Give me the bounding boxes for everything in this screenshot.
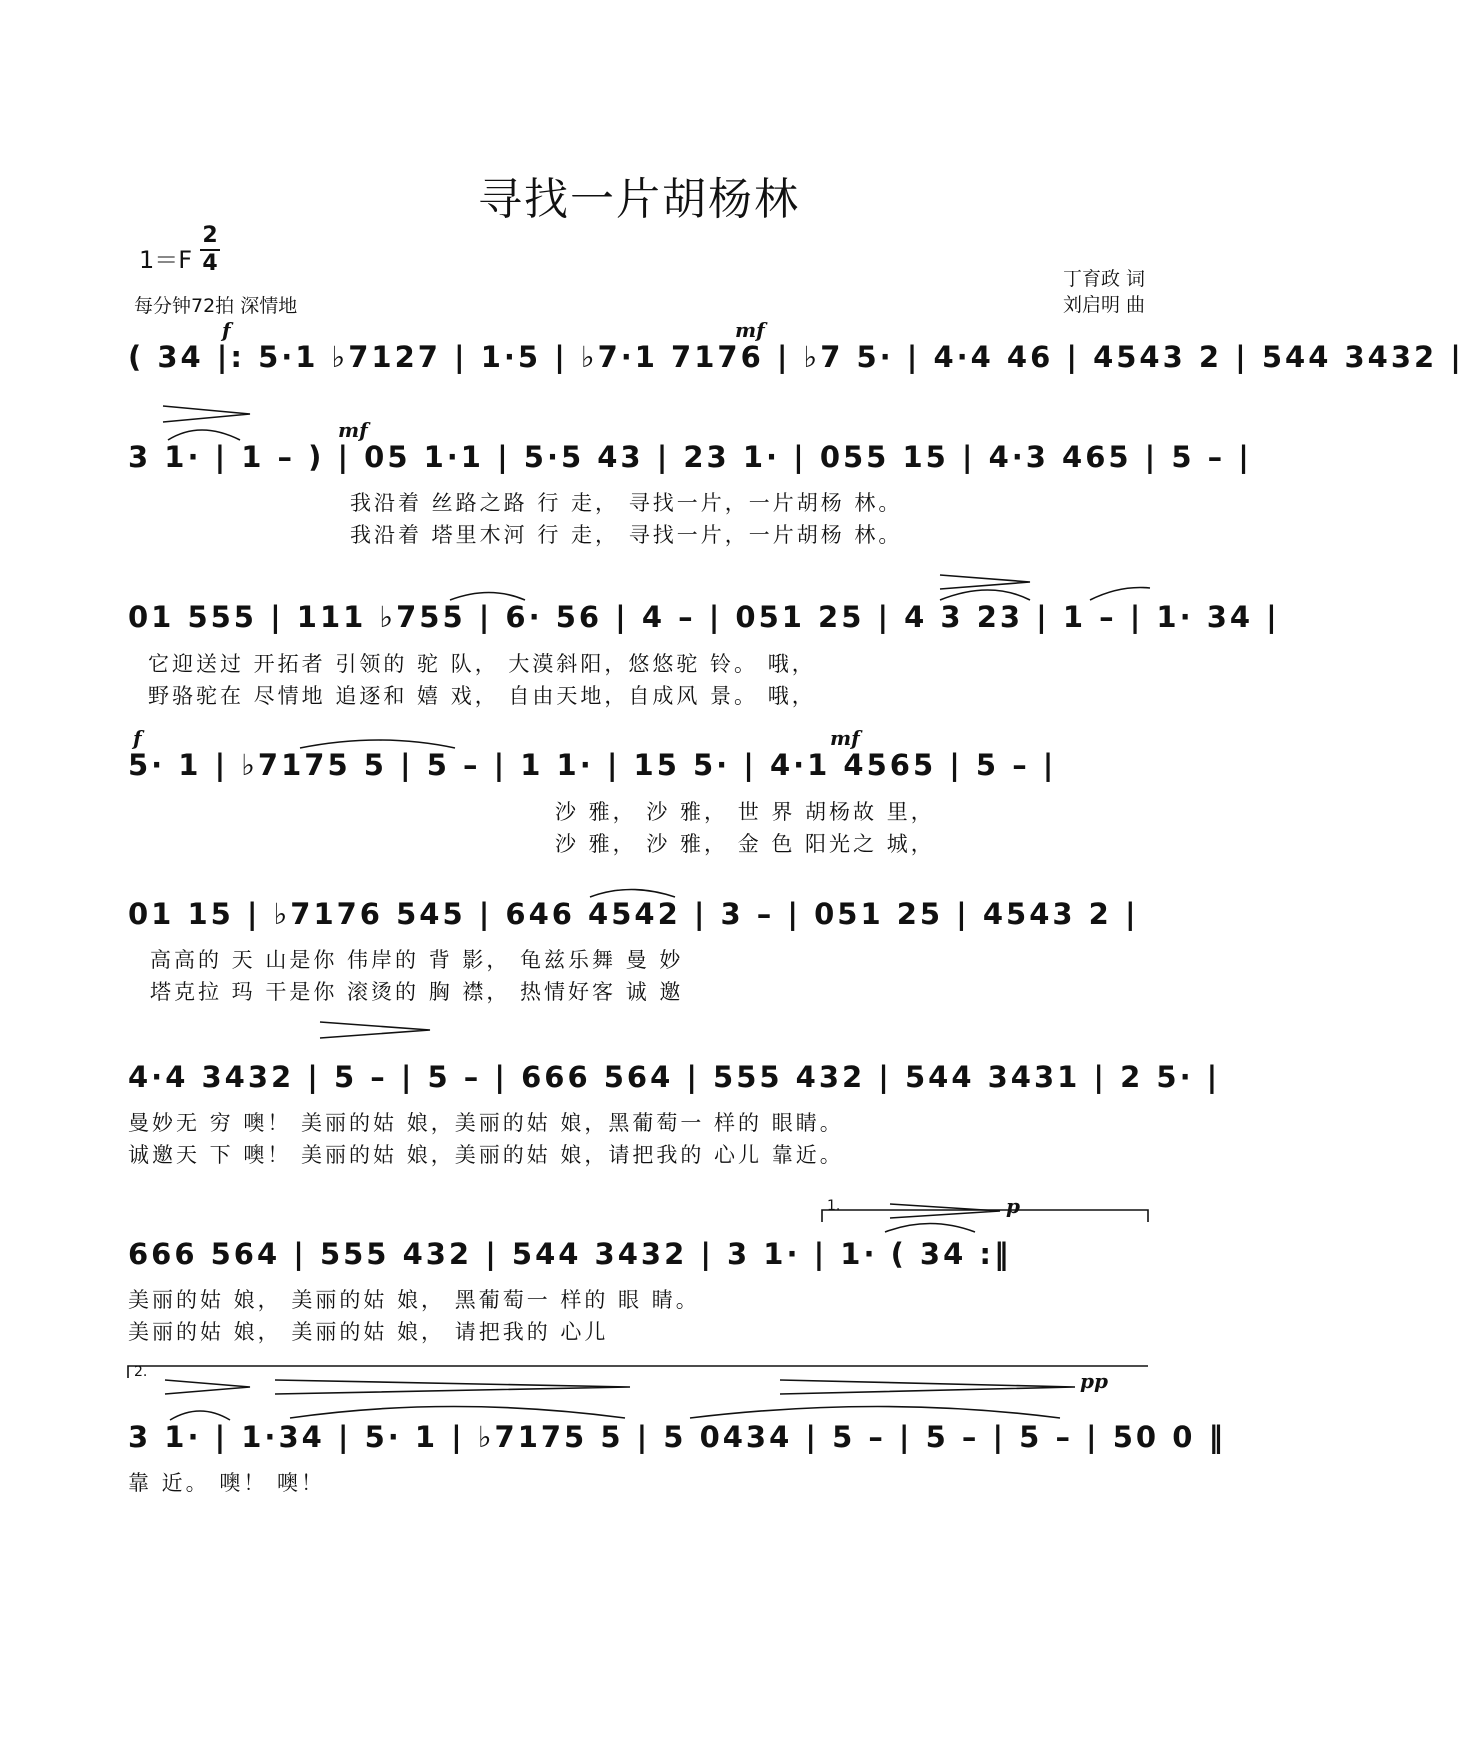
score-row-7-lyrics-verse-2: 美丽的姑 娘， 美丽的姑 娘， 请把我的 心儿 [128,1320,609,1344]
volta-2-bracket [128,1366,1148,1378]
slur [290,1407,625,1419]
score-row-2-notes: 3 1· | 1 – ) | 05 1·1 | 5·5 43 | 23 1· | 055 15 | 4·3 465 | 5 – | [128,440,1252,474]
slur [170,1411,230,1420]
score-row-4-lyrics-verse-2: 沙 雅， 沙 雅， 金 色 阳光之 城， [555,832,935,856]
decrescendo-hairpin [940,575,1030,589]
score-row-3-lyrics-verse-2: 野骆驼在 尽情地 追逐和 嬉 戏， 自由天地，自成风 景。 哦， [148,684,816,708]
score-row-5-notes: 01 15 | ♭7176 545 | 646 4542 | 3 – | 051 25 | 4543 2 | [128,897,1139,931]
time-signature-top: 2 [202,223,218,248]
decrescendo-hairpin [780,1380,1075,1394]
slur [590,890,675,898]
score-row-2-lyrics-verse-1: 我沿着 丝路之路 行 走， 寻找一片，一片胡杨 林。 [350,491,903,515]
key-signature: 1＝F [139,246,193,274]
slur [300,740,455,748]
dynamic-forte: f [222,318,231,342]
score-row-6-notes: 4·4 3432 | 5 – | 5 – | 666 564 | 555 432 | 544 3431 | 2 5· | [128,1060,1221,1094]
dynamic-mezzo-forte-1: mf [735,318,765,342]
slur [690,1407,1060,1419]
score-row-3-notes: 01 555 | 111 ♭755 | 6· 56 | 4 – | 051 25 | 4 3 23 | 1 – | 1· 34 | [128,600,1280,634]
slur [450,593,525,601]
score-row-6-lyrics-verse-2: 诚邀天 下 噢！ 美丽的姑 娘，美丽的姑 娘，请把我的 心儿 靠近。 [128,1143,844,1167]
dynamic-piano: p [1006,1194,1020,1218]
score-row-7-notes: 666 564 | 555 432 | 544 3432 | 3 1· | 1· ( 34 :‖ [128,1237,1012,1271]
score-row-8-notes: 3 1· | 1·34 | 5· 1 | ♭7175 5 | 5 0434 | 5 – | 5 – | 5 – | 50 0 ‖ [128,1420,1226,1454]
slur [168,430,240,440]
score-row-1-notes: ( 34 |: 5·1 ♭7127 | 1·5 | ♭7·1 7176 | ♭7 5· | 4·4 46 | 4543 2 | 544 3432 | [128,340,1464,374]
lyricist-credit: 丁育政 词 [1062,268,1145,290]
slur [940,590,1030,600]
decrescendo-hairpin [165,1380,250,1394]
score-row-4-notes: 5· 1 | ♭7175 5 | 5 – | 1 1· | 15 5· | 4·1 4565 | 5 – | [128,748,1057,782]
decrescendo-hairpin [320,1022,430,1038]
tempo-marking: 每分钟72拍 深情地 [134,295,298,317]
volta-2-label: 2. [134,1364,148,1380]
decrescendo-hairpin [163,406,250,422]
time-signature-bottom: 4 [202,251,218,276]
volta-1-label: 1. [827,1198,841,1214]
score-row-3-lyrics-verse-1: 它迎送过 开拓者 引领的 驼 队， 大漠斜阳，悠悠驼 铃。 哦， [148,652,816,676]
score-row-2-lyrics-verse-2: 我沿着 塔里木河 行 走， 寻找一片，一片胡杨 林。 [350,523,903,547]
score-row-8-lyrics-verse-1: 靠 近。 噢！ 噢！ [128,1471,326,1495]
slur [885,1224,975,1233]
dynamic-pianissimo: pp [1080,1369,1108,1393]
dynamic-mezzo-forte-3: mf [830,726,860,750]
dynamic-forte-2: f [133,726,142,750]
decrescendo-hairpin [890,1204,1000,1218]
score-row-5-lyrics-verse-1: 高高的 天 山是你 伟岸的 背 影， 龟兹乐舞 曼 妙 [150,948,684,972]
composer-credit: 刘启明 曲 [1062,294,1145,316]
slur [1090,588,1150,601]
decrescendo-hairpin [275,1380,630,1394]
song-title: 寻找一片胡杨林 [478,174,800,225]
score-row-4-lyrics-verse-1: 沙 雅， 沙 雅， 世 界 胡杨故 里， [555,800,935,824]
score-row-6-lyrics-verse-1: 曼妙无 穷 噢！ 美丽的姑 娘，美丽的姑 娘，黑葡萄一 样的 眼睛。 [128,1111,844,1135]
dynamic-mezzo-forte-2: mf [338,418,368,442]
score-row-5-lyrics-verse-2: 塔克拉 玛 干是你 滚烫的 胸 襟， 热情好客 诚 邀 [150,980,684,1004]
score-row-7-lyrics-verse-1: 美丽的姑 娘， 美丽的姑 娘， 黑葡萄一 样的 眼 睛。 [128,1288,700,1312]
